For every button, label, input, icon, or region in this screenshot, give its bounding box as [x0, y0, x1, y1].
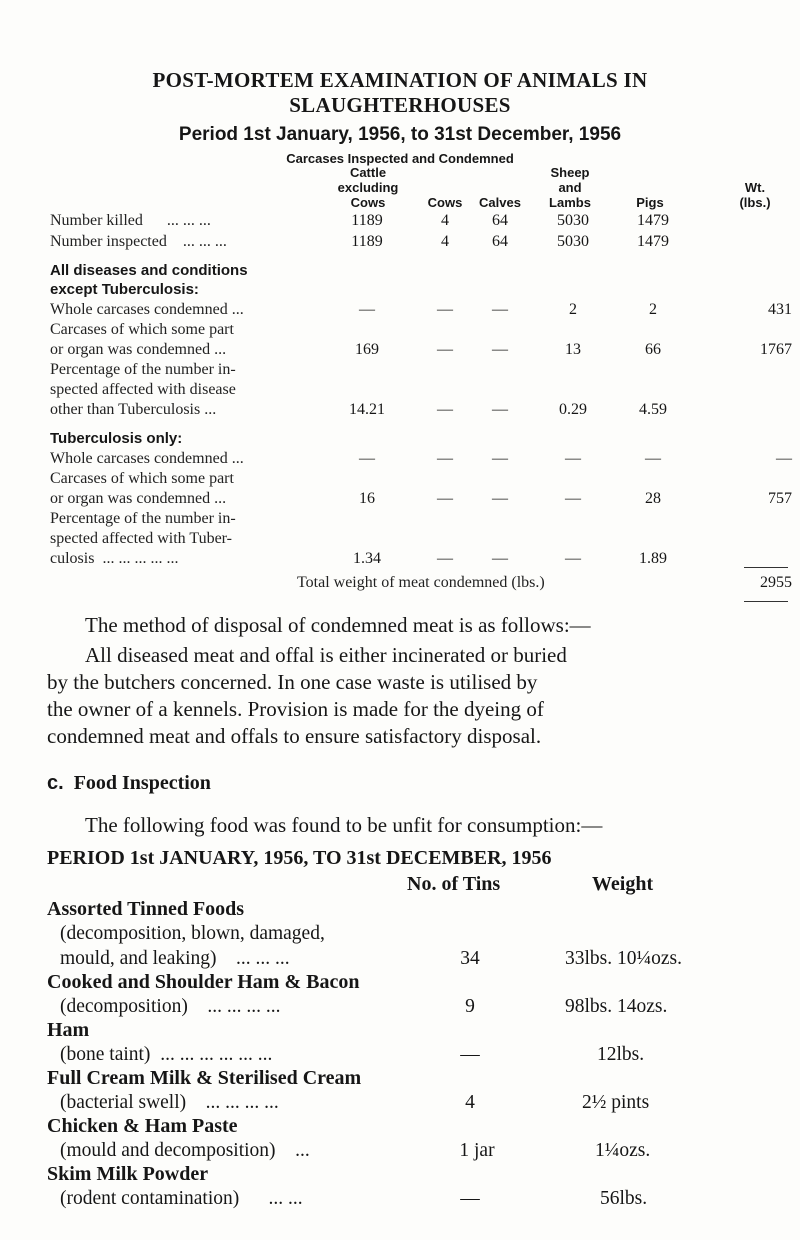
food-item-name: Ham	[47, 1019, 90, 1041]
total-rule-top	[744, 567, 788, 568]
tb-part-weight: 757	[768, 490, 792, 507]
inspected-sheep: 5030	[557, 233, 589, 250]
ad-pct-cattle: 14.21	[349, 401, 385, 418]
row-killed-label: Number killed ... ... ...	[50, 212, 211, 229]
tb-part-pigs: 28	[645, 490, 661, 507]
disposal-line-3: by the butchers concerned. In one case waste is utilised by	[47, 670, 538, 694]
table-group-header: Carcases Inspected and Condemned	[286, 151, 514, 166]
inspected-calves: 64	[492, 233, 508, 250]
tb-part-label: Carcases of which some part	[50, 470, 234, 487]
killed-pigs: 1479	[637, 212, 669, 229]
disposal-line-5: condemned meat and offals to ensure satisfactory disposal.	[47, 724, 542, 748]
total-label: Total weight of meat condemned (lbs.)	[297, 574, 545, 591]
ad-part-calves: —	[492, 341, 508, 358]
ad-pct-cows: —	[437, 401, 453, 418]
food-item-reason: (bacterial swell) ... ... ... ...	[60, 1092, 279, 1113]
food-item-weight: 1¼ozs.	[595, 1140, 651, 1161]
food-item-name: Assorted Tinned Foods	[47, 898, 245, 920]
food-item-tins: 4	[465, 1092, 475, 1113]
food-item-tins: 9	[465, 996, 475, 1017]
food-item-weight: 56lbs.	[600, 1188, 648, 1209]
tb-pct-pigs: 1.89	[639, 550, 667, 567]
food-period: PERIOD 1st JANUARY, 1956, TO 31st DECEMBER, 1956	[47, 847, 552, 869]
food-item-reason: (mould and decomposition) ...	[60, 1140, 310, 1161]
ad-part-label-2: or organ was condemned ...	[50, 341, 227, 358]
tb-pct-calves: —	[492, 550, 508, 567]
tb-pct-label-2: spected affected with Tuber-	[50, 530, 232, 547]
col-header-calves: Calves	[479, 195, 521, 210]
food-intro: The following food was found to be unfit for consumption:—	[85, 813, 603, 837]
ad-pct-sheep: 0.29	[559, 401, 587, 418]
total-value: 2955	[760, 574, 792, 591]
killed-cows: 4	[441, 212, 449, 229]
killed-calves: 64	[492, 212, 508, 229]
tb-pct-sheep: —	[565, 550, 581, 567]
tb-whole-cattle: —	[359, 450, 375, 467]
col-header-cattle: Cattle excluding Cows	[337, 165, 399, 210]
ad-pct-calves: —	[492, 401, 508, 418]
col-header-weight: Wt. (lbs.)	[739, 180, 771, 210]
ad-whole-pigs: 2	[649, 301, 657, 318]
tb-whole-cows: —	[437, 450, 453, 467]
ad-pct-label-3: other than Tuberculosis ...	[50, 401, 217, 418]
all-diseases-heading-2: except Tuberculosis:	[50, 281, 199, 298]
food-item-tins: 34	[460, 948, 480, 969]
food-item-reason-2: mould, and leaking) ... ... ...	[60, 948, 290, 969]
col-header-pigs: Pigs	[636, 195, 664, 210]
page-title: POST-MORTEM EXAMINATION OF ANIMALS IN	[152, 68, 648, 92]
tb-whole-calves: —	[492, 450, 508, 467]
food-item-reason: (decomposition, blown, damaged,	[60, 923, 325, 944]
food-item-reason: (bone taint) ... ... ... ... ... ...	[60, 1044, 273, 1065]
row-inspected-label: Number inspected ... ... ...	[50, 233, 227, 250]
ad-part-cows: —	[437, 341, 453, 358]
ad-pct-label: Percentage of the number in-	[50, 361, 236, 378]
tb-pct-cattle: 1.34	[353, 550, 381, 567]
ad-whole-calves: —	[492, 301, 508, 318]
page-title-line2: SLAUGHTERHOUSES	[289, 93, 511, 117]
ad-part-sheep: 13	[565, 341, 581, 358]
tb-part-cows: —	[437, 490, 453, 507]
tb-heading: Tuberculosis only:	[50, 430, 183, 447]
col-header-cows: Cows	[427, 195, 463, 210]
total-rule-bottom	[744, 601, 788, 602]
food-inspection-heading: c. Food Inspection	[47, 772, 211, 794]
food-item-weight: 12lbs.	[597, 1044, 645, 1065]
inspected-pigs: 1479	[637, 233, 669, 250]
ad-whole-sheep: 2	[569, 301, 577, 318]
tb-part-cattle: 16	[359, 490, 375, 507]
tb-part-sheep: —	[565, 490, 581, 507]
tb-whole-pigs: —	[645, 450, 661, 467]
ad-whole-label: Whole carcases condemned ...	[50, 301, 244, 318]
killed-sheep: 5030	[557, 212, 589, 229]
killed-cattle: 1189	[351, 212, 383, 229]
col-header-sheep: Sheep and Lambs	[549, 165, 591, 210]
tb-pct-label: Percentage of the number in-	[50, 510, 236, 527]
period-line: Period 1st January, 1956, to 31st December, 1956	[178, 124, 622, 145]
food-item-name: Chicken & Ham Paste	[47, 1115, 238, 1137]
food-item-weight: 98lbs. 14ozs.	[565, 996, 668, 1017]
tb-whole-sheep: —	[565, 450, 581, 467]
tb-pct-cows: —	[437, 550, 453, 567]
food-item-tins: —	[460, 1044, 480, 1065]
food-item-name: Cooked and Shoulder Ham & Bacon	[47, 971, 360, 993]
ad-whole-weight: 431	[768, 301, 792, 318]
all-diseases-heading: All diseases and conditions	[50, 262, 248, 279]
ad-part-pigs: 66	[645, 341, 661, 358]
ad-whole-cows: —	[437, 301, 453, 318]
tb-part-label-2: or organ was condemned ...	[50, 490, 227, 507]
tb-part-calves: —	[492, 490, 508, 507]
food-item-name: Skim Milk Powder	[47, 1163, 209, 1185]
inspected-cattle: 1189	[351, 233, 383, 250]
food-item-name: Full Cream Milk & Sterilised Cream	[47, 1067, 362, 1089]
tb-whole-weight: —	[776, 450, 792, 467]
food-item-weight: 33lbs. 10¼ozs.	[565, 948, 682, 969]
ad-part-label: Carcases of which some part	[50, 321, 234, 338]
food-item-reason: (rodent contamination) ... ...	[60, 1188, 303, 1209]
ad-whole-cattle: —	[359, 301, 375, 318]
tb-whole-label: Whole carcases condemned ...	[50, 450, 244, 467]
disposal-line-2: All diseased meat and offal is either incinerated or buried	[85, 643, 567, 667]
food-item-tins: —	[460, 1188, 480, 1209]
col-header-tins: No. of Tins	[407, 873, 501, 895]
col-header-food-weight: Weight	[592, 873, 654, 895]
food-item-weight: 2½ pints	[582, 1092, 650, 1113]
food-item-reason: (decomposition) ... ... ... ...	[60, 996, 281, 1017]
ad-part-weight: 1767	[760, 341, 792, 358]
ad-pct-label-2: spected affected with disease	[50, 381, 236, 398]
disposal-line-1: The method of disposal of condemned meat is as follows:—	[85, 613, 591, 637]
disposal-line-4: the owner of a kennels. Provision is made for the dyeing of	[47, 697, 544, 721]
food-item-tins: 1 jar	[459, 1140, 495, 1161]
ad-pct-pigs: 4.59	[639, 401, 667, 418]
tb-pct-label-3: culosis ... ... ... ... ...	[50, 550, 179, 567]
ad-part-cattle: 169	[355, 341, 379, 358]
inspected-cows: 4	[441, 233, 449, 250]
